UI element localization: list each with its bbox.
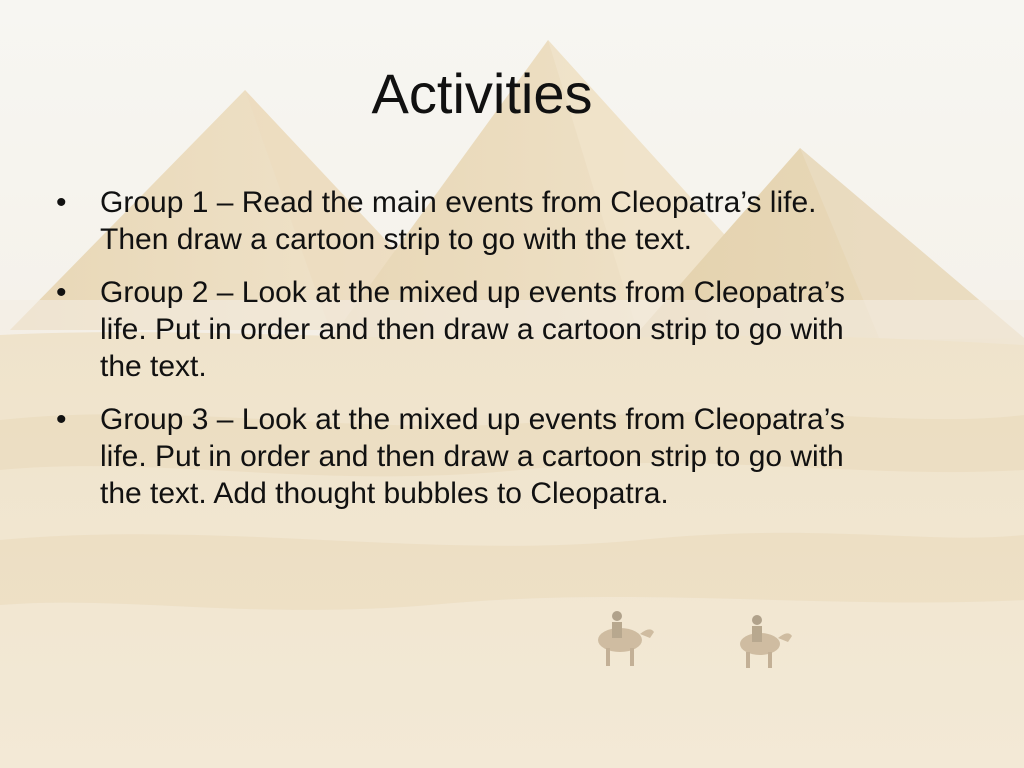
bullet-marker: •: [56, 276, 67, 309]
bullet-text: [100, 401, 976, 512]
bullet-item-group-2: [56, 274, 976, 385]
bullet-line: Then draw a cartoon strip to go with the text.: [100, 223, 692, 256]
bullet-item-group-1: [56, 184, 976, 258]
bullet-text: [100, 274, 976, 385]
bullet-line: Group 2 – Look at the mixed up events from Cleopatra’s: [100, 276, 845, 309]
bullet-line: Group 3 – Look at the mixed up events from Cleopatra’s: [100, 403, 845, 436]
bullet-line: the text. Add thought bubbles to Cleopatra.: [100, 477, 669, 510]
bullet-marker: •: [56, 186, 67, 219]
bullet-line: Group 1 – Read the main events from Cleopatra’s life.: [100, 186, 817, 219]
bullet-item-group-3: [56, 401, 976, 512]
bullet-marker: •: [56, 403, 67, 436]
slide-title: Activities: [371, 62, 593, 125]
bullet-text: [100, 184, 976, 258]
bullet-line: the text.: [100, 350, 207, 383]
bullet-line: life. Put in order and then draw a cartoon strip to go with: [100, 440, 844, 473]
bullet-line: life. Put in order and then draw a cartoon strip to go with: [100, 313, 844, 346]
bullet-list: [56, 184, 976, 528]
